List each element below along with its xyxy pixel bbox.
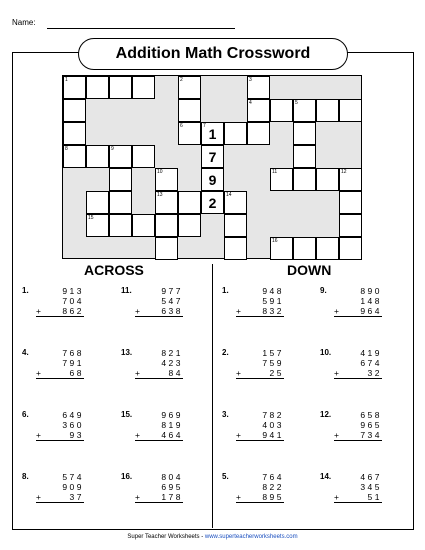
problem-number: 1. (22, 286, 29, 295)
problem-number: 3. (222, 410, 229, 419)
problem-operands (135, 410, 183, 441)
crossword-cell[interactable] (63, 122, 86, 145)
crossword-cell[interactable] (201, 191, 224, 214)
problem-operands (236, 348, 284, 379)
addend-2: 403 (262, 420, 284, 430)
clue-number: 8 (65, 146, 68, 152)
crossword-cell[interactable] (224, 122, 247, 145)
crossword-cell[interactable] (270, 99, 293, 122)
addend-3-row (135, 306, 183, 317)
crossword-cell[interactable] (86, 76, 109, 99)
addend-2: 423 (161, 358, 183, 368)
crossword-cell[interactable] (293, 99, 316, 122)
footer-brand: Super Teacher Worksheets (127, 534, 200, 540)
problem-number: 4. (22, 348, 29, 357)
addend-3-row (334, 492, 382, 503)
crossword-cell[interactable] (247, 99, 270, 122)
crossword-cell[interactable] (201, 168, 224, 191)
addend-1: 768 (62, 348, 84, 358)
plus-sign: + (36, 492, 44, 502)
problem-number: 11. (121, 286, 132, 295)
addend-1: 574 (62, 472, 84, 482)
crossword-cell[interactable] (178, 191, 201, 214)
crossword-cell[interactable] (109, 168, 132, 191)
addend-3: 464 (161, 430, 183, 440)
addend-2: 819 (161, 420, 183, 430)
addend-3: 84 (168, 368, 183, 378)
crossword-cell[interactable] (293, 168, 316, 191)
addend-3: 37 (69, 492, 84, 502)
crossword-cell[interactable] (63, 76, 86, 99)
crossword-cell[interactable] (339, 168, 362, 191)
addend-2: 759 (262, 358, 284, 368)
column-divider (212, 264, 213, 528)
addend-3-row (36, 492, 84, 503)
clue-number: 6 (180, 123, 183, 129)
across-heading: ACROSS (84, 262, 144, 278)
filled-digit: 2 (208, 194, 217, 211)
plus-sign: + (236, 368, 244, 378)
name-label: Name: (12, 18, 36, 27)
problem-operands (334, 472, 382, 503)
clue-number: 7 (203, 123, 206, 129)
filled-digit: 7 (208, 148, 217, 165)
crossword-cell[interactable] (339, 99, 362, 122)
problem-operands (236, 472, 284, 503)
addend-2: 909 (62, 482, 84, 492)
addend-1: 821 (161, 348, 183, 358)
crossword-cell[interactable] (247, 76, 270, 99)
problem-number: 8. (22, 472, 29, 481)
problem-number: 2. (222, 348, 229, 357)
addend-1: 782 (262, 410, 284, 420)
addend-3: 895 (262, 492, 284, 502)
crossword-cell[interactable] (178, 99, 201, 122)
problem-operands (135, 286, 183, 317)
addend-3: 32 (367, 368, 382, 378)
problem-operands (236, 410, 284, 441)
crossword-cell[interactable] (178, 122, 201, 145)
addend-1: 977 (161, 286, 183, 296)
addend-2: 791 (62, 358, 84, 368)
clue-number: 15 (88, 215, 94, 221)
clue-number: 3 (249, 77, 252, 83)
problem-number: 6. (22, 410, 29, 419)
addend-3: 638 (161, 306, 183, 316)
addend-1: 467 (360, 472, 382, 482)
crossword-cell[interactable] (224, 237, 247, 260)
crossword-cell[interactable] (63, 145, 86, 168)
plus-sign: + (236, 430, 244, 440)
addend-3-row (334, 306, 382, 317)
crossword-cell[interactable] (109, 76, 132, 99)
addend-1: 890 (360, 286, 382, 296)
problem-operands (135, 348, 183, 379)
clue-number: 2 (180, 77, 183, 83)
footer (0, 534, 425, 540)
crossword-cell[interactable] (316, 237, 339, 260)
addend-1: 969 (161, 410, 183, 420)
page-title (78, 38, 348, 70)
crossword-cell[interactable] (178, 214, 201, 237)
addend-2: 345 (360, 482, 382, 492)
clue-number: 12 (341, 169, 347, 175)
problem-operands (334, 286, 382, 317)
addend-3: 941 (262, 430, 284, 440)
crossword-cell[interactable] (86, 214, 109, 237)
clue-number: 5 (295, 100, 298, 106)
addend-3-row (36, 306, 84, 317)
clue-number: 10 (157, 169, 163, 175)
crossword-cell[interactable] (339, 214, 362, 237)
problem-operands (236, 286, 284, 317)
plus-sign: + (36, 368, 44, 378)
problem-operands (334, 348, 382, 379)
addend-1: 764 (262, 472, 284, 482)
addend-1: 157 (262, 348, 284, 358)
crossword-cell[interactable] (339, 191, 362, 214)
clue-number: 11 (272, 169, 278, 175)
problem-number: 5. (222, 472, 229, 481)
crossword-grid (62, 75, 362, 259)
crossword-cell[interactable] (155, 237, 178, 260)
addend-3: 862 (62, 306, 84, 316)
crossword-cell[interactable] (339, 237, 362, 260)
problem-operands (36, 472, 84, 503)
addend-3-row (36, 430, 84, 441)
plus-sign: + (135, 368, 143, 378)
crossword-cell[interactable] (132, 214, 155, 237)
problem-operands (334, 410, 382, 441)
addend-3: 51 (367, 492, 382, 502)
addend-3-row (36, 368, 84, 379)
clue-number: 1 (65, 77, 68, 83)
plus-sign: + (334, 492, 342, 502)
filled-digit: 1 (208, 125, 217, 142)
problem-number: 12. (320, 410, 332, 419)
addend-1: 658 (360, 410, 382, 420)
addend-3-row (236, 492, 284, 503)
addend-1: 419 (360, 348, 382, 358)
addend-3-row (334, 368, 382, 379)
addend-3-row (135, 492, 183, 503)
addend-3: 93 (69, 430, 84, 440)
addend-3-row (135, 368, 183, 379)
crossword-cell[interactable] (201, 122, 224, 145)
plus-sign: + (36, 430, 44, 440)
addend-3-row (236, 430, 284, 441)
name-line (47, 28, 235, 29)
addend-2: 674 (360, 358, 382, 368)
plus-sign: + (334, 306, 342, 316)
down-heading: DOWN (287, 262, 332, 278)
problem-number: 1. (222, 286, 229, 295)
problem-number: 14. (320, 472, 332, 481)
problem-operands (135, 472, 183, 503)
crossword-cell[interactable] (293, 237, 316, 260)
crossword-cell[interactable] (86, 191, 109, 214)
crossword-cell[interactable] (224, 191, 247, 214)
addend-1: 913 (62, 286, 84, 296)
addend-3-row (236, 368, 284, 379)
crossword-cell[interactable] (86, 145, 109, 168)
crossword-cell[interactable] (316, 168, 339, 191)
addend-1: 649 (62, 410, 84, 420)
crossword-cell[interactable] (109, 214, 132, 237)
addend-2: 360 (62, 420, 84, 430)
addend-2: 148 (360, 296, 382, 306)
addend-2: 695 (161, 482, 183, 492)
crossword-cell[interactable] (132, 76, 155, 99)
crossword-cell[interactable] (201, 145, 224, 168)
addend-3: 25 (269, 368, 284, 378)
title-text: Addition Math Crossword (115, 45, 311, 62)
addend-2: 591 (262, 296, 284, 306)
clue-number: 13 (157, 192, 163, 198)
addend-3: 734 (360, 430, 382, 440)
plus-sign: + (236, 492, 244, 502)
crossword-cell[interactable] (270, 237, 293, 260)
crossword-cell[interactable] (247, 122, 270, 145)
addend-2: 965 (360, 420, 382, 430)
addend-3-row (334, 430, 382, 441)
crossword-cell[interactable] (293, 145, 316, 168)
crossword-cell[interactable] (155, 191, 178, 214)
crossword-cell[interactable] (155, 214, 178, 237)
clue-number: 9 (111, 146, 114, 152)
clue-number: 14 (226, 192, 232, 198)
problem-number: 13. (121, 348, 133, 357)
addend-2: 704 (62, 296, 84, 306)
plus-sign: + (135, 430, 143, 440)
problem-operands (36, 410, 84, 441)
plus-sign: + (236, 306, 244, 316)
crossword-cell[interactable] (132, 145, 155, 168)
clue-number: 4 (249, 100, 252, 106)
addend-3-row (236, 306, 284, 317)
plus-sign: + (334, 430, 342, 440)
problem-operands (36, 348, 84, 379)
addend-2: 822 (262, 482, 284, 492)
problem-number: 16. (121, 472, 133, 481)
footer-separator: - (199, 534, 205, 540)
crossword-cell[interactable] (63, 99, 86, 122)
addend-2: 547 (161, 296, 183, 306)
addend-3: 68 (69, 368, 84, 378)
problem-operands (36, 286, 84, 317)
clue-number: 16 (272, 238, 278, 244)
crossword-cell[interactable] (178, 76, 201, 99)
crossword-cell[interactable] (109, 191, 132, 214)
crossword-cell[interactable] (270, 168, 293, 191)
addend-3: 964 (360, 306, 382, 316)
addend-3-row (135, 430, 183, 441)
addend-3: 178 (161, 492, 183, 502)
problem-number: 9. (320, 286, 327, 295)
crossword-cell[interactable] (155, 168, 178, 191)
addend-3: 832 (262, 306, 284, 316)
addend-1: 948 (262, 286, 284, 296)
crossword-cell[interactable] (109, 145, 132, 168)
crossword-cell[interactable] (316, 99, 339, 122)
plus-sign: + (135, 306, 143, 316)
plus-sign: + (334, 368, 342, 378)
problem-number: 10. (320, 348, 332, 357)
problem-number: 15. (121, 410, 133, 419)
addend-1: 804 (161, 472, 183, 482)
crossword-cell[interactable] (293, 122, 316, 145)
crossword-cell[interactable] (224, 214, 247, 237)
footer-url[interactable]: www.superteacherworksheets.com (204, 534, 298, 540)
filled-digit: 9 (208, 171, 217, 188)
plus-sign: + (135, 492, 143, 502)
plus-sign: + (36, 306, 44, 316)
